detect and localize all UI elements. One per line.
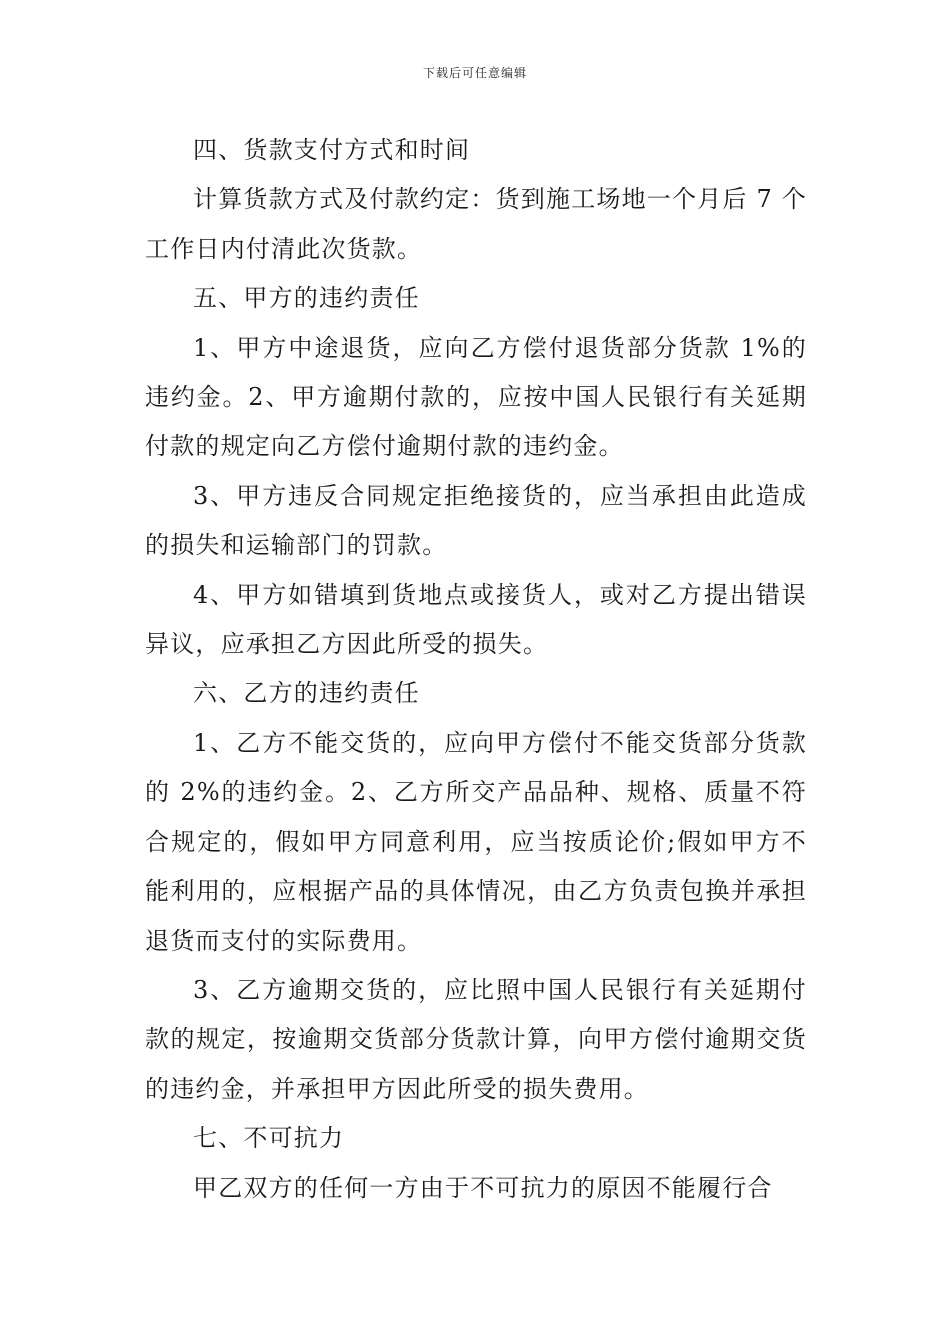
paragraph-force-majeure: 甲乙双方的任何一方由于不可抗力的原因不能履行合	[193, 1173, 773, 1202]
paragraph-party-b-clause-1-2: 1、乙方不能交货的，应向甲方偿付不能交货部分货款的 2%的违约金。2、乙方所交产品品种、规格、质量不符合规定的，假如甲方同意利用，应当按质论价;假如甲方不能利用的，应根据产品的具体情况，由乙方负责包换并承担退货而支付的实际费用。	[145, 728, 807, 955]
section-heading-payment: 四、货款支付方式和时间	[193, 136, 471, 164]
paragraph-payment-terms: 计算货款方式及付款约定：货到施工场地一个月后 7 个工作日内付清此次货款。	[145, 185, 807, 263]
document-body	[145, 126, 807, 1213]
section-heading-party-b-liability: 六、乙方的违约责任	[193, 679, 420, 708]
section-heading-party-a-liability: 五、甲方的违约责任	[193, 284, 420, 313]
paragraph-party-a-clause-1-2: 1、甲方中途退货，应向乙方偿付退货部分货款 1%的违约金。2、甲方逾期付款的，应按中国人民银行有关延期付款的规定向乙方偿付逾期付款的违约金。	[145, 333, 807, 461]
paragraph-party-a-clause-3: 3、甲方违反合同规定拒绝接货的，应当承担由此造成的损失和运输部门的罚款。	[145, 481, 807, 560]
section-heading-force-majeure: 七、不可抗力	[193, 1124, 345, 1153]
paragraph-party-a-clause-4: 4、甲方如错填到货地点或接货人，或对乙方提出错误异议，应承担乙方因此所受的损失。	[145, 580, 807, 659]
page-header: 下载后可任意编辑	[422, 66, 527, 80]
paragraph-party-b-clause-3: 3、乙方逾期交货的，应比照中国人民银行有关延期付款的规定，按逾期交货部分货款计算，向甲方偿付逾期交货的违约金，并承担甲方因此所受的损失费用。	[145, 975, 807, 1103]
